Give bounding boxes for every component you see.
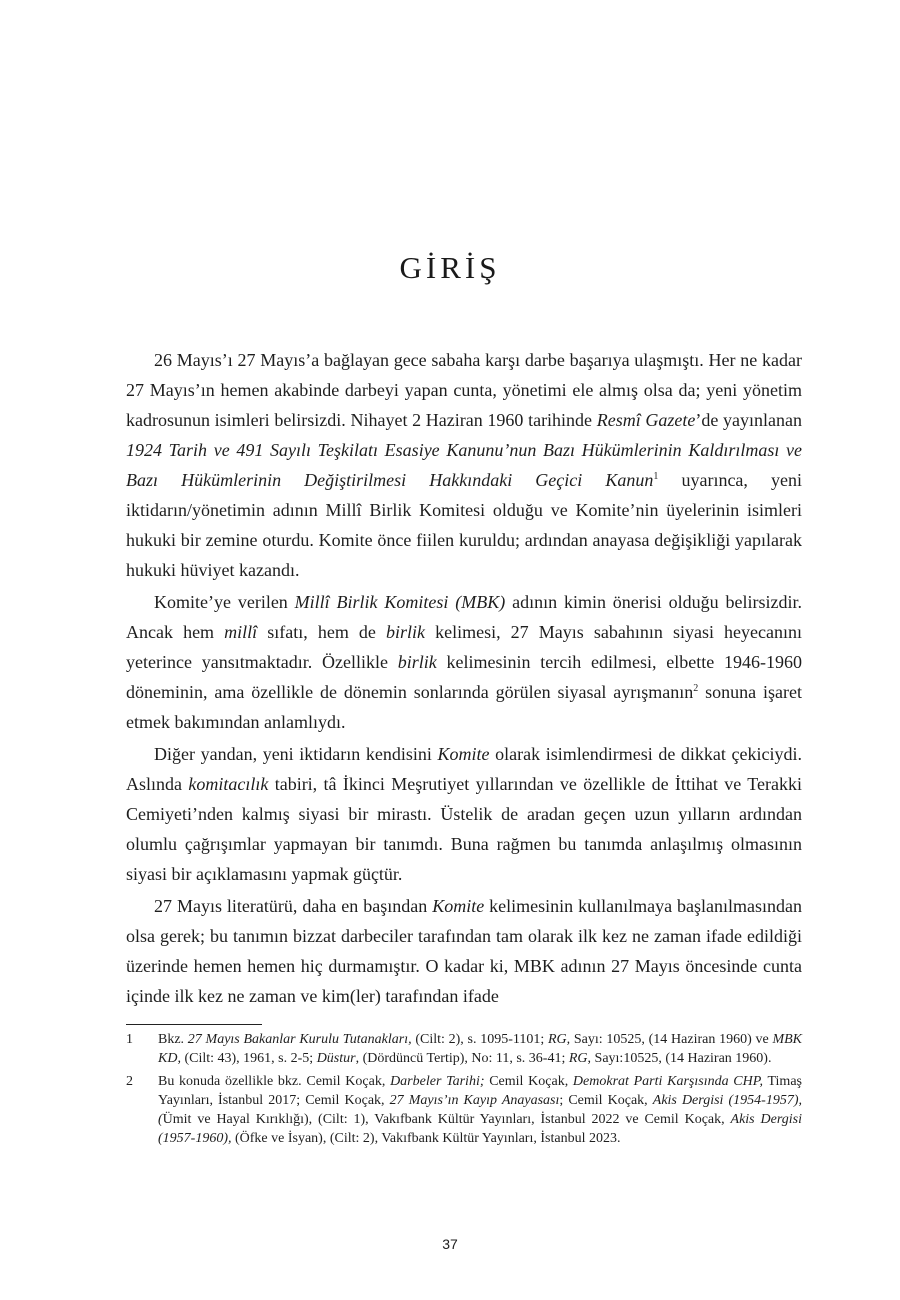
- italic-text: MBK KD,: [158, 1032, 802, 1066]
- italic-text: birlik: [386, 622, 426, 642]
- footnote-number: 2: [126, 1074, 133, 1089]
- text-segment: ’de yayınlanan: [695, 410, 802, 430]
- italic-text: 27 Mayıs Bakanlar Kurulu Tutanakları,: [187, 1032, 412, 1047]
- footnote-text: [158, 1072, 802, 1148]
- text-segment: kelimesinin kullanılmaya başlanılmasından olsa gerek; bu tanımın bizzat darbeciler tarafından tam olarak ilk kez ne zaman ifade edildiği üzerinde hemen hemen hiç durmamıştır. O kadar ki, MBK adının 27 Mayıs öncesinde cunta içinde ilk kez ne zaman ve kim(ler) tarafından ifade: [126, 896, 802, 1006]
- text-segment: , Sayı:10525, (14 Haziran 1960).: [587, 1051, 772, 1066]
- text-segment: (Cilt: 43), 1961, s. 2-5;: [180, 1051, 317, 1066]
- text-segment: Cemil Koçak,: [484, 1074, 573, 1089]
- paragraph: [126, 587, 802, 737]
- text-segment: 27 Mayıs literatürü, daha en başından: [154, 896, 433, 916]
- italic-text: RG: [568, 1051, 588, 1066]
- italic-text: 27 Mayıs’ın Kayıp Anayasası: [389, 1093, 560, 1108]
- footnote-number: 1: [126, 1032, 133, 1047]
- italic-text: RG,: [547, 1032, 571, 1047]
- italic-text: Komite: [437, 744, 490, 764]
- text-segment: ; Cemil Koçak,: [559, 1093, 653, 1108]
- footnote-text: [158, 1030, 802, 1068]
- text-segment: Sayı: 10525, (14 Haziran 1960) ve: [570, 1032, 773, 1047]
- italic-text: birlik: [397, 652, 437, 672]
- text-segment: uyarınca, yeni iktidarın/yönetimin adının Millî Birlik Komitesi olduğu ve Komite’nin üyelerinin isimleri hukuki bir zemine oturdu. Komite önce fiilen kuruldu; ardından anayasa değişikliği yapılarak hukuki hüviyet kazandı.: [126, 470, 803, 580]
- italic-text: Komite: [432, 896, 485, 916]
- italic-text: Akis Dergisi (1954-1957), (: [158, 1093, 802, 1127]
- body-text: [126, 345, 802, 1013]
- footnote: [126, 1072, 802, 1148]
- text-segment: Ümit ve Hayal Kırıklığı), (Cilt: 1), Vakıfbank Kültür Yayınları, İstanbul 2022 ve Cemil Koçak,: [162, 1112, 731, 1127]
- paragraph: [126, 891, 802, 1011]
- paragraph: [126, 345, 802, 585]
- text-segment: Bkz.: [158, 1032, 188, 1047]
- italic-text: Darbeler Tarihi;: [390, 1074, 485, 1089]
- text-segment: Diğer yandan, yeni iktidarın kendisini: [154, 744, 438, 764]
- page-number: 37: [442, 1236, 458, 1252]
- italic-text: Demokrat Parti Karşısında CHP,: [572, 1074, 764, 1089]
- text-segment: tabiri, tâ İkinci Meşrutiyet yıllarından ve özellikle de İttihat ve Terakki Cemiyeti’nden kalmış siyasi bir mirastı. Üstelik de aradan geçen uzun yılların ardından olumlu çağrışımlar yapmayan bir tanımdı. Buna rağmen bu tanımda anlaşılmış olmasının siyasi bir açıklamasını yapmak güçtür.: [126, 774, 802, 884]
- text-segment: Komite’ye verilen: [154, 592, 295, 612]
- text-segment: olarak isimlendirmesi de dikkat çekiciydi. Aslında: [126, 744, 802, 794]
- chapter-title: GİRİŞ: [399, 250, 501, 285]
- footnotes: [126, 1030, 802, 1152]
- italic-text: Akis Dergisi (1957-1960),: [158, 1112, 802, 1146]
- footnote-divider: [126, 1024, 262, 1025]
- paragraph: [126, 739, 802, 889]
- text-segment: adının kimin önerisi olduğu belirsizdir. Ancak hem: [126, 592, 802, 642]
- italic-text: Resmî Gazete: [596, 410, 696, 430]
- text-segment: Timaş Yayınları, İstanbul 2017; Cemil Koçak,: [158, 1074, 802, 1108]
- text-segment: sıfatı, hem de: [257, 622, 387, 642]
- text-segment: 26 Mayıs’ı 27 Mayıs’a bağlayan gece sabaha karşı darbe başarıya ulaşmıştı. Her ne kadar 27 Mayıs’ın hemen akabinde darbeyi yapan cunta, yönetimi ele almış olsa da; yeni yönetim kadrosunun isimleri belirsizdi. Nihayet 2 Haziran 1960 tarihinde: [126, 350, 802, 430]
- text-segment: kelimesinin tercih edilmesi, elbette 1946-1960 döneminin, ama özellikle de dönemin sonlarında görülen siyasal ayrışmanın: [126, 652, 802, 702]
- footnote: [126, 1030, 802, 1068]
- italic-text: Düstur: [316, 1051, 356, 1066]
- text-segment: , (Dördüncü Tertip), No: 11, s. 36-41;: [355, 1051, 569, 1066]
- footnote-reference: 1: [653, 471, 659, 482]
- text-segment: Bu konuda özellikle bkz. Cemil Koçak,: [158, 1074, 391, 1089]
- text-segment: sonuna işaret etmek bakımından anlamlıydı.: [126, 682, 803, 732]
- text-segment: kelimesi, 27 Mayıs sabahının siyasi heyecanını yeterince yansıtmaktadır. Özellikle: [126, 622, 802, 672]
- text-segment: (Öfke ve İsyan), (Cilt: 2), Vakıfbank Kültür Yayınları, İstanbul 2023.: [231, 1131, 621, 1146]
- italic-text: millî: [224, 622, 258, 642]
- italic-text: 1924 Tarih ve 491 Sayılı Teşkilatı Esasiye Kanunu’nun Bazı Hükümlerinin Kaldırılması ve Bazı Hükümlerinin Değiştirilmesi Hakkındaki Geçici Kanun: [126, 440, 802, 490]
- italic-text: Millî Birlik Komitesi (MBK): [294, 592, 506, 612]
- text-segment: (Cilt: 2), s. 1095-1101;: [411, 1032, 548, 1047]
- footnote-reference: 2: [693, 683, 699, 694]
- italic-text: komitacılık: [188, 774, 269, 794]
